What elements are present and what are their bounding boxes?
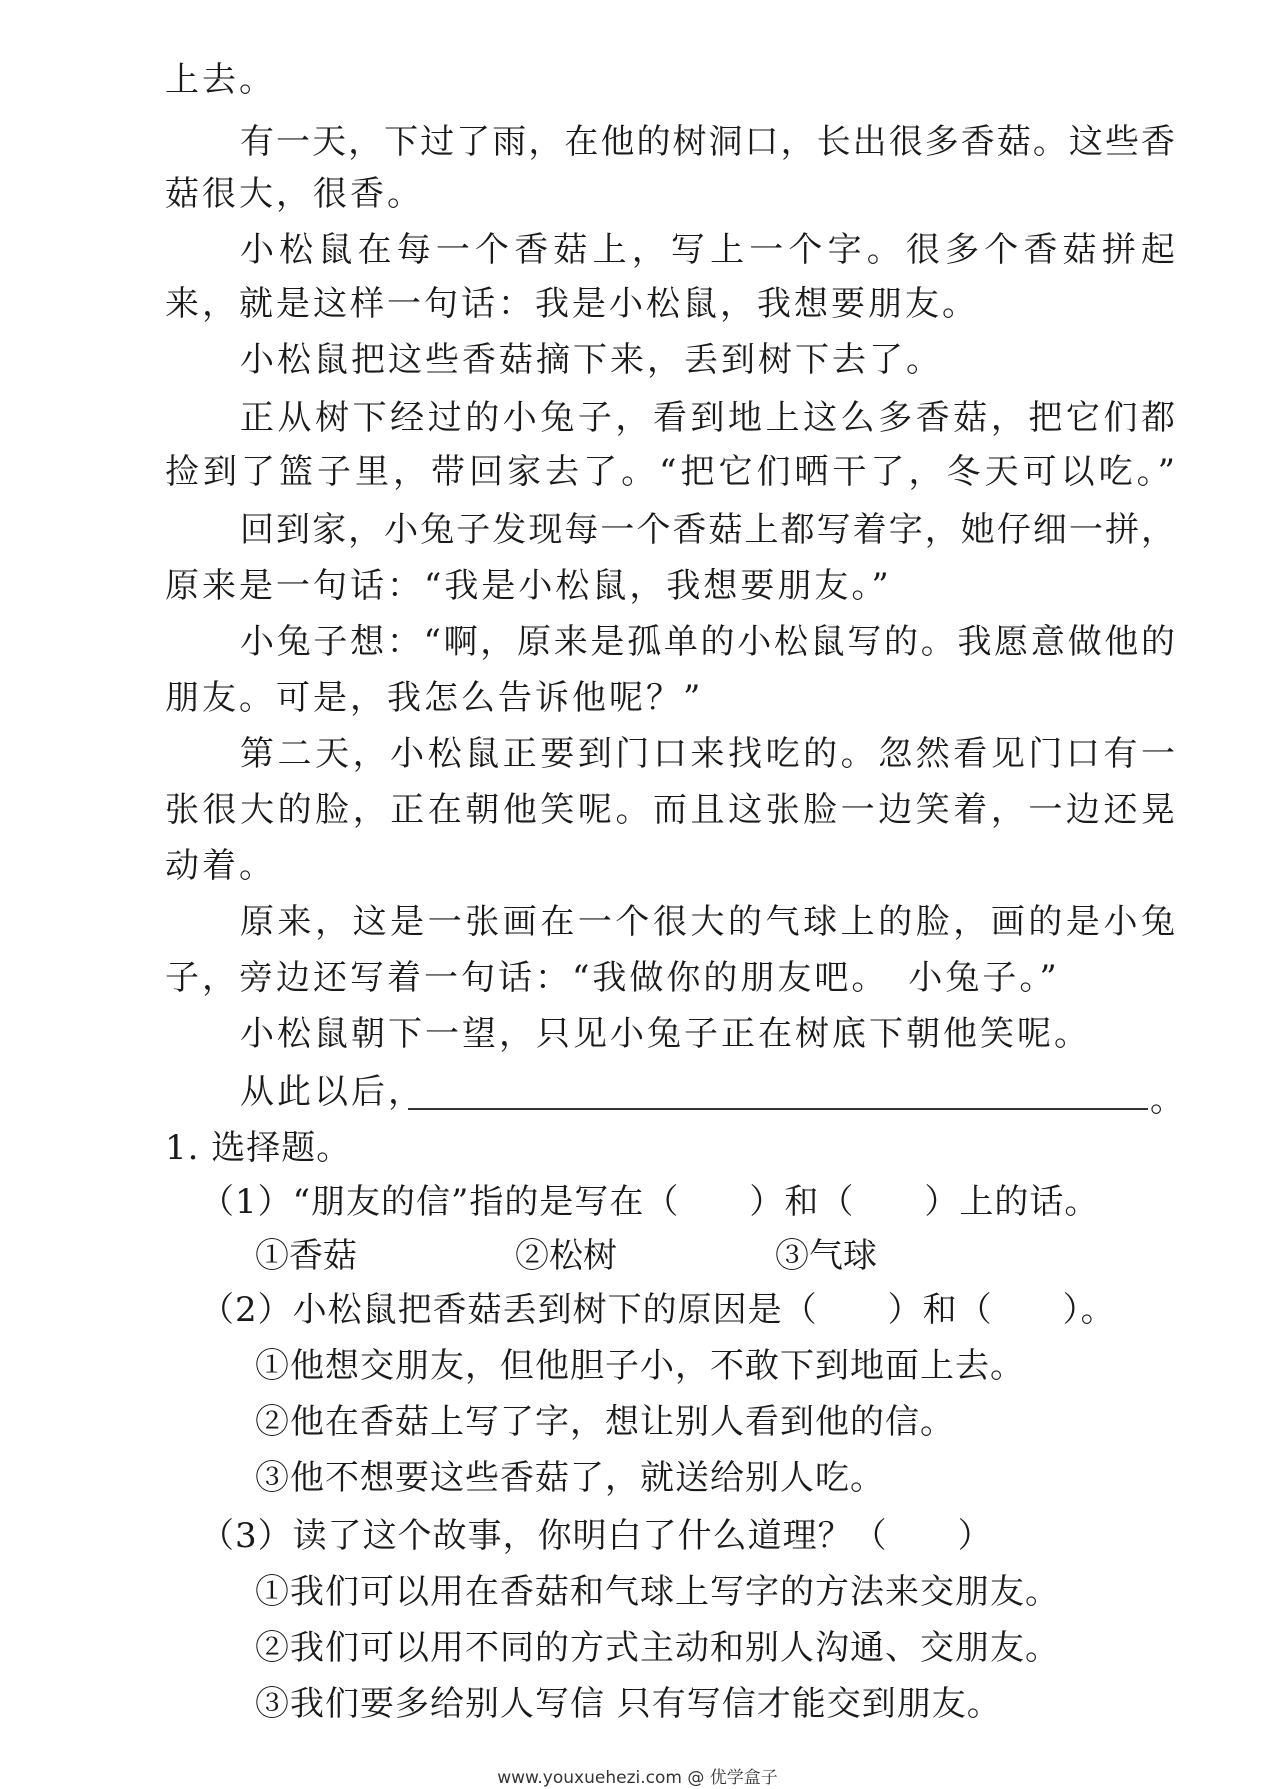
question-1-option-3[interactable]: ③气球 — [775, 1236, 877, 1276]
story-line-suffix: 。 — [1150, 1080, 1184, 1120]
story-line: 上去。 — [165, 60, 276, 100]
question-3-option-3[interactable]: ③我们要多给别人写信 只有写信才能交到朋友。 — [255, 1684, 1002, 1724]
question-1-option-2[interactable]: ②松树 — [515, 1236, 617, 1276]
question-section-title: 1. 选择题。 — [165, 1128, 352, 1168]
story-line: 正从树下经过的小兔子，看到地上这么多香菇，把它们都 — [240, 398, 1175, 438]
story-line: 原来是一句话：“我是小松鼠，我想要朋友。” — [165, 566, 892, 606]
question-2-option-1[interactable]: ①他想交朋友，但他胆子小，不敢下到地面上去。 — [255, 1346, 1025, 1386]
story-line: 小松鼠朝下一望，只见小兔子正在树底下朝他笑呢。 — [240, 1014, 1091, 1054]
story-line: 来，就是这样一句话：我是小松鼠，我想要朋友。 — [165, 284, 979, 324]
story-line: 张很大的脸，正在朝他笑呢。而且这张脸一边笑着，一边还晃 — [165, 790, 1175, 830]
story-line: 第二天，小松鼠正要到门口来找吃的。忽然看见门口有一 — [240, 734, 1175, 774]
story-line: 有一天，下过了雨，在他的树洞口，长出很多香菇。这些香 — [240, 122, 1175, 162]
story-line: 动着。 — [165, 846, 276, 886]
footer-watermark: www.youxuehezi.com @ 优学盒子 — [497, 1768, 778, 1788]
story-line: 原来，这是一张画在一个很大的气球上的脸，画的是小兔 — [240, 902, 1175, 942]
question-1-prompt: （1）“朋友的信”指的是写在（ ）和（ ）上的话。 — [200, 1182, 1100, 1222]
question-2-prompt: （2）小松鼠把香菇丢到树下的原因是（ ）和（ ）。 — [200, 1290, 1116, 1330]
story-line-prefix: 从此以后， — [240, 1072, 425, 1112]
story-line: 朋友。可是，我怎么告诉他呢？” — [165, 678, 704, 718]
story-line: 回到家，小兔子发现每一个香菇上都写着字，她仔细一拼， — [240, 510, 1175, 550]
question-3-option-2[interactable]: ②我们可以用不同的方式主动和别人沟通、交朋友。 — [255, 1628, 1060, 1668]
question-2-option-2[interactable]: ②他在香菇上写了字，想让别人看到他的信。 — [255, 1402, 955, 1442]
story-line: 子，旁边还写着一句话：“我做你的朋友吧。 小兔子。” — [165, 958, 1060, 998]
answer-blank-line[interactable] — [408, 1108, 1148, 1110]
story-line: 菇很大，很香。 — [165, 174, 424, 214]
story-line: 小松鼠在每一个香菇上，写上一个字。很多个香菇拼起 — [240, 230, 1175, 270]
story-line: 小兔子想：“啊，原来是孤单的小松鼠写的。我愿意做他的 — [240, 622, 1175, 662]
question-3-option-1[interactable]: ①我们可以用在香菇和气球上写字的方法来交朋友。 — [255, 1572, 1060, 1612]
question-2-option-3[interactable]: ③他不想要这些香菇了，就送给别人吃。 — [255, 1458, 885, 1498]
story-line: 捡到了篮子里，带回家去了。“把它们晒干了，冬天可以吃。” — [165, 452, 1175, 492]
story-line: 小松鼠把这些香菇摘下来，丢到树下去了。 — [240, 340, 943, 380]
question-1-option-1[interactable]: ①香菇 — [255, 1236, 357, 1276]
question-3-prompt: （3）读了这个故事，你明白了什么道理？（ ） — [200, 1516, 993, 1556]
